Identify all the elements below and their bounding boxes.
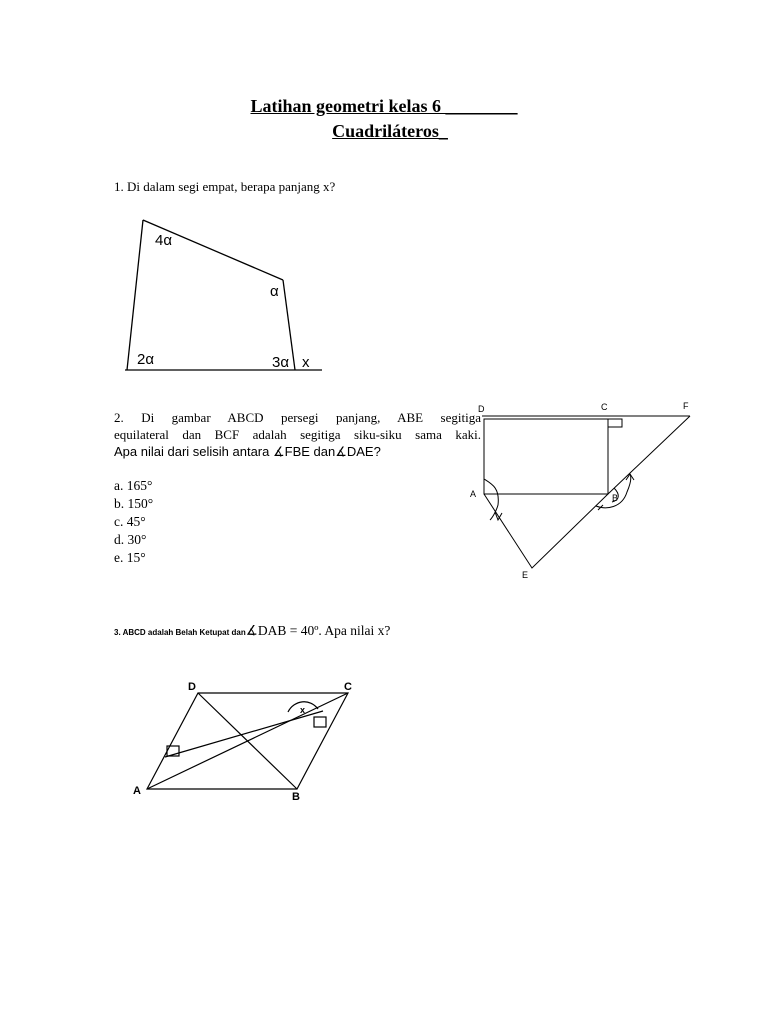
point-D-rhombus: D <box>188 681 196 693</box>
option-b: b. 150° <box>114 496 154 511</box>
question-2-line-3: Apa nilai dari selisih antara ∡FBE dan∡DAE? <box>114 444 381 459</box>
option-d: d. 30° <box>114 532 147 547</box>
point-A-rhombus: A <box>133 785 141 797</box>
angle-label-x: x <box>302 354 310 371</box>
angle-label-3a: 3α <box>272 354 290 371</box>
question-3-suffix: ∡DAB = 40º. Apa nilai x? <box>245 623 391 638</box>
option-a: a. 165° <box>114 478 153 493</box>
point-D: D <box>478 404 485 414</box>
angle-label-2a: 2α <box>137 351 155 368</box>
point-F: F <box>683 401 689 411</box>
point-C-rhombus: C <box>344 681 352 693</box>
option-e: e. 15° <box>114 550 146 565</box>
question-1-text: 1. Di dalam segi empat, berapa panjang x? <box>114 179 336 194</box>
question-2-line-2: equilateral dan BCF adalah segitiga siku-siku sama kaki. <box>114 427 481 442</box>
point-B-rhombus: B <box>292 791 300 803</box>
point-B: B <box>612 493 619 503</box>
point-E: E <box>522 570 529 580</box>
angle-label-a: α <box>270 283 279 300</box>
angle-x-rhombus: x <box>300 705 306 715</box>
option-c: c. 45° <box>114 514 146 529</box>
angle-label-4a: 4α <box>155 232 173 249</box>
point-A: A <box>470 489 477 499</box>
worksheet-title: Latihan geometri kelas 6 ________ <box>250 96 518 116</box>
worksheet-subtitle: Cuadriláteros_ <box>332 121 448 141</box>
question-3-prefix: 3. ABCD adalah Belah Ketupat dan <box>114 628 246 637</box>
question-2-line-1: 2. Di gambar ABCD persegi panjang, ABE segitiga <box>114 410 481 425</box>
point-C: C <box>601 402 608 412</box>
